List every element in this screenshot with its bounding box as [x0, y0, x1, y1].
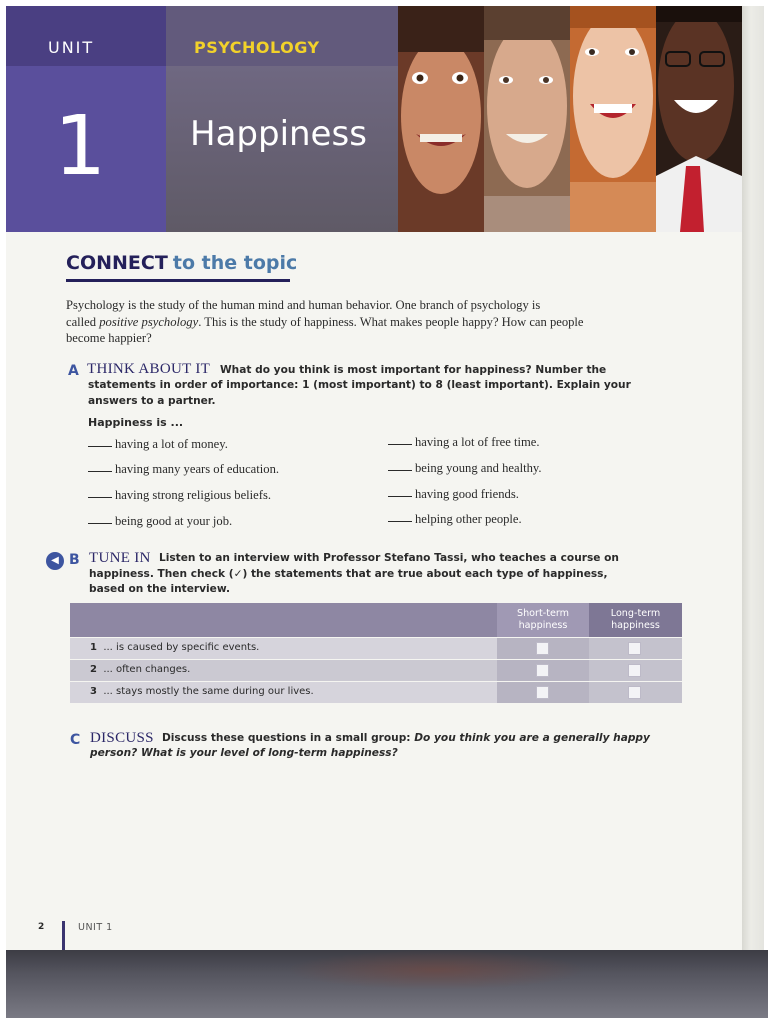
scan-shadow	[6, 950, 768, 1018]
unit-number: 1	[54, 99, 107, 194]
row-statement: 2 ... often changes.	[90, 664, 191, 675]
section-b-instruction: based on the interview.	[89, 583, 230, 595]
happiness-label: Happiness is ...	[88, 416, 184, 429]
column-header-short-term: Short-term happiness	[517, 608, 569, 631]
connect-heading-rest: to the topic	[172, 252, 298, 274]
page-number: 2	[38, 922, 45, 932]
rank-blank[interactable]	[88, 471, 112, 472]
statement-item: being young and healthy.	[388, 461, 542, 476]
section-b-instruction: happiness. Then check (✓) the statements that are true about each type of happiness,	[89, 568, 608, 580]
section-a-instruction: answers to a partner.	[88, 395, 216, 407]
intro-paragraph: Psychology is the study of the human mind and human behavior. One branch of psychology is called positive psychology. This is the study of happiness. What makes people happy? How can people become happier?	[66, 298, 584, 346]
section-c-letter: C	[70, 732, 81, 748]
statement-item: having a lot of money.	[88, 437, 228, 452]
section-b-instruction: Listen to an interview with Professor Stefano Tassi, who teaches a course on	[159, 552, 619, 564]
section-c-heading: DISCUSS	[90, 730, 154, 746]
smiling-faces-photo	[398, 6, 742, 232]
chapter-title: Happiness	[190, 114, 367, 154]
column-header-long-term: Long-term happiness	[610, 608, 661, 631]
section-c-question: person? What is your level of long-term happiness?	[90, 747, 398, 759]
rank-blank[interactable]	[88, 523, 112, 524]
rank-blank[interactable]	[388, 496, 412, 497]
table-row	[70, 682, 682, 703]
rank-blank[interactable]	[388, 521, 412, 522]
long-term-checkbox[interactable]	[628, 642, 641, 655]
row-statement: 1 ... is caused by specific events.	[90, 642, 260, 653]
table-row	[70, 660, 682, 681]
happiness-table	[70, 603, 682, 703]
footer-unit-label: UNIT 1	[78, 922, 113, 933]
face-photo	[398, 6, 484, 232]
section-a-letter: A	[68, 363, 79, 379]
subject-label: PSYCHOLOGY	[194, 38, 320, 57]
section-b-letter: B	[69, 552, 80, 568]
section-a-instruction: statements in order of importance: 1 (most important) to 8 (least important). Explain your	[88, 379, 631, 391]
statement-item: having a lot of free time.	[388, 435, 540, 450]
statement-item: having strong religious beliefs.	[88, 488, 271, 503]
section-c-instruction: Discuss these questions in a small group: Do you think you are a generally happy	[162, 732, 650, 744]
section-a-heading: THINK ABOUT IT	[87, 361, 211, 377]
chapter-banner	[6, 6, 742, 232]
long-term-checkbox[interactable]	[628, 686, 641, 699]
table-header	[70, 603, 682, 637]
connect-heading	[66, 252, 297, 274]
table-row	[70, 638, 682, 659]
short-term-checkbox[interactable]	[536, 642, 549, 655]
statement-item: having many years of education.	[88, 462, 279, 477]
footer-divider	[62, 921, 65, 951]
rank-blank[interactable]	[388, 470, 412, 471]
row-statement: 3 ... stays mostly the same during our lives.	[90, 686, 314, 697]
audio-icon[interactable]: ◀	[46, 552, 64, 570]
rank-blank[interactable]	[88, 446, 112, 447]
section-a-instruction: What do you think is most important for happiness? Number the	[220, 364, 607, 376]
rank-blank[interactable]	[88, 497, 112, 498]
heading-underline	[66, 279, 290, 282]
statement-item: being good at your job.	[88, 514, 232, 529]
connect-heading-bold: CONNECT	[66, 252, 168, 274]
face-photo	[570, 6, 656, 232]
statement-item: helping other people.	[388, 512, 522, 527]
unit-label: UNIT	[48, 38, 95, 57]
face-photo	[484, 6, 570, 232]
rank-blank[interactable]	[388, 444, 412, 445]
section-b-heading: TUNE IN	[89, 550, 151, 566]
page-edge	[742, 6, 764, 950]
statement-item: having good friends.	[388, 487, 519, 502]
short-term-checkbox[interactable]	[536, 664, 549, 677]
face-photo	[656, 6, 742, 232]
long-term-checkbox[interactable]	[628, 664, 641, 677]
short-term-checkbox[interactable]	[536, 686, 549, 699]
